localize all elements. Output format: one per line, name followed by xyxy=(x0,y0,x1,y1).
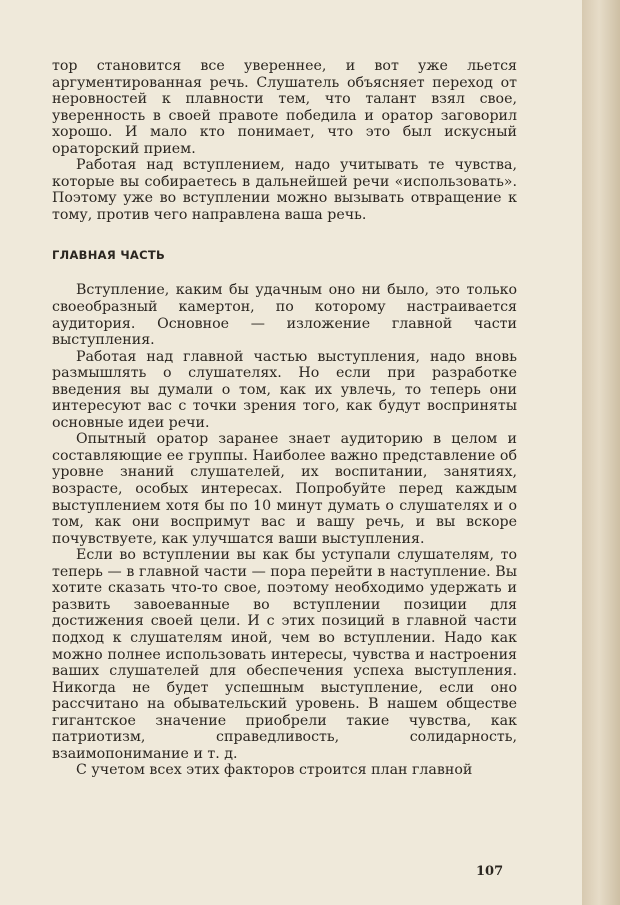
paragraph: Работая над главной частью выступления, надо вновь размышлять о слушателях. Но если при разработке введения вы думали о том, как их увлечь, то теперь они интересуют вас с точки зрения того, как будут восприняты основные идеи речи. xyxy=(52,348,517,431)
paragraph: Вступление, каким бы удачным оно ни было, это только своеобразный камертон, по которому настраивается аудитория. Основное — изложение главной части выступления. xyxy=(52,282,517,349)
section-heading: ГЛАВНАЯ ЧАСТЬ xyxy=(52,248,166,263)
paragraph: С учетом всех этих факторов строится план главной xyxy=(76,762,473,779)
paragraph: Работая над вступлением, надо учитывать те чувства, которые вы собираетесь в дальнейшей речи «использовать». Поэтому уже во вступлении можно вызывать отвращение к тому, против чего направлена ваша речь. xyxy=(52,157,517,223)
paragraph: Если во вступлении вы как бы уступали слушателям, то теперь — в главной части — пора перейти в наступление. Вы хотите сказать что-то свое, поэтому необходимо удержать и развить завоеванные во вступлении позиции для достижения своей цели. И с этих позиций в главной части подход к слушателям иной, чем во вступлении. Надо как можно полнее использовать интересы, чувства и настроения ваших слушателей для обеспечения успеха выступления. Никогда не будет успешным выступление, если оно рассчитано на обывательский уровень. В нашем обществе гигантское значение приобрели такие чувства, как патриотизм, справедливость, солидарность, взаимопонимание и т. д. xyxy=(52,547,517,762)
page-number: 107 xyxy=(476,864,504,879)
paragraph: тор становится все увереннее, и вот уже льется аргументированная речь. Слушатель объясняет переход от неровностей к плавности тем, что талант взял свое, уверенность в своей правоте победила и оратор заговорил хорошо. И мало кто понимает, что это был искусный ораторский прием. xyxy=(52,58,517,157)
paragraph: Опытный оратор заранее знает аудиторию в целом и составляющие ее группы. Наиболее важно представление об уровне знаний слушателей, их воспитании, занятиях, возрасте, особых интересах. Попробуйте перед каждым выступлением хотя бы по 10 минут думать о слушателях и о том, как они воспримут вас и вашу речь, и вы вскоре почувствуете, как улучшатся ваши выступления. xyxy=(52,431,517,547)
page-text xyxy=(52,58,517,779)
page-edge xyxy=(582,0,620,905)
